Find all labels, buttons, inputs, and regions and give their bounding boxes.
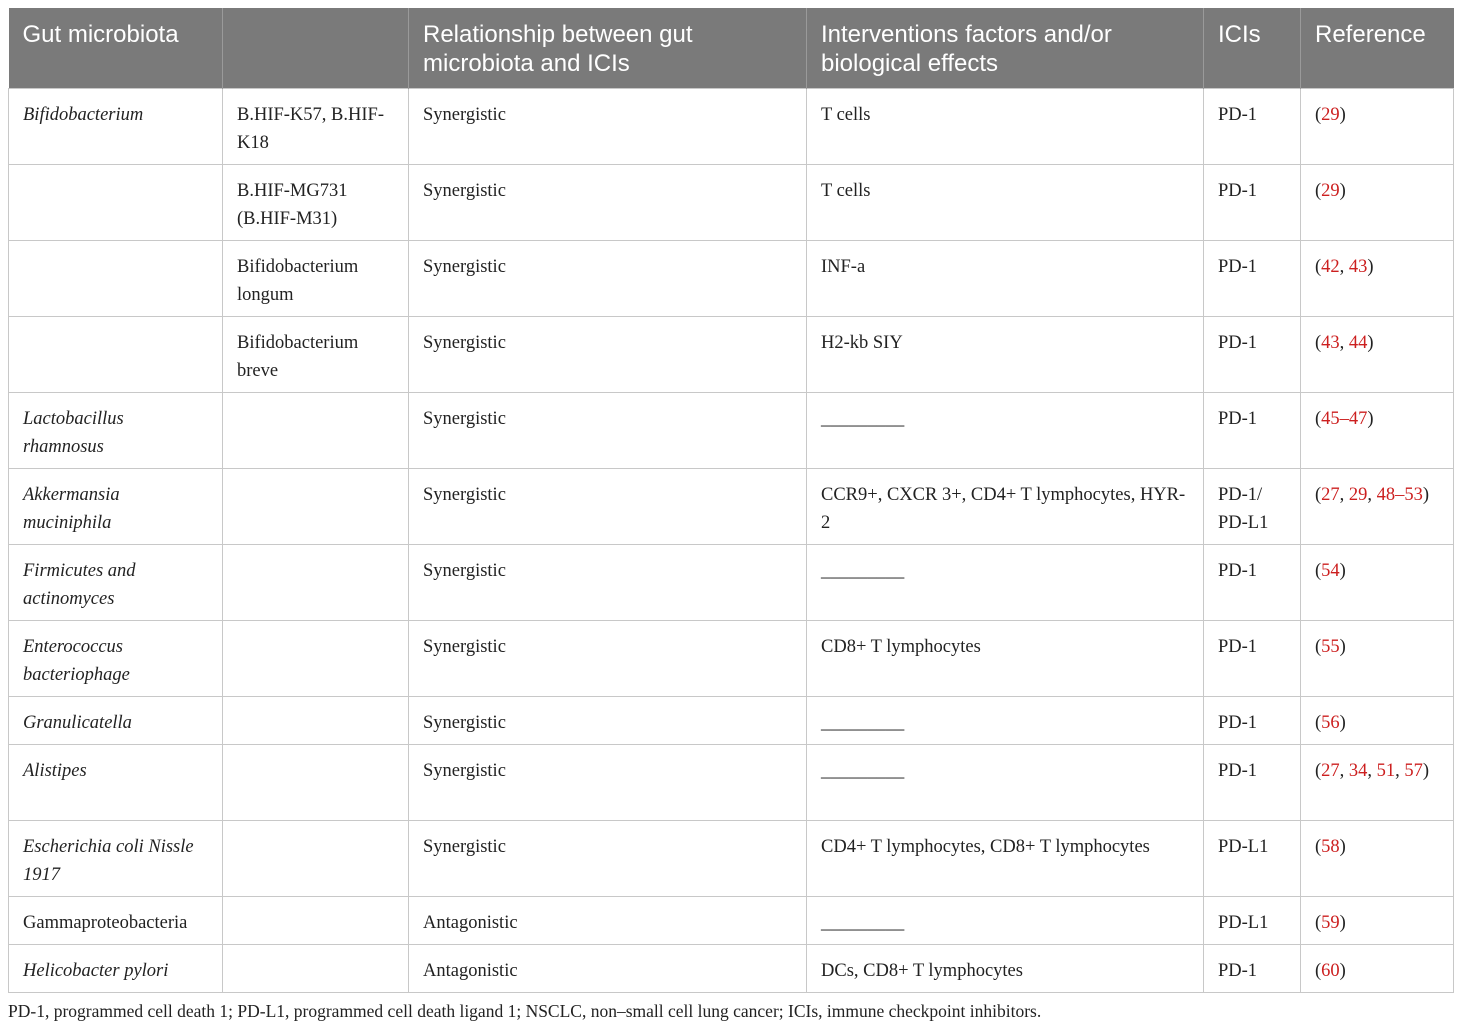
ref-open-paren: ( [1315,180,1322,201]
reference-link[interactable]: 45–47 [1321,408,1368,429]
cell-microbiota: Enterococcus bacteriophage [9,620,223,696]
cell-strain [223,544,409,620]
reference-link[interactable]: 43 [1348,256,1368,277]
cell-strain [223,392,409,468]
table-footnote: PD-1, programmed cell death 1; PD-L1, programmed cell death ligand 1; NSCLC, non–small cell lung cancer; ICIs, immune checkpoint inhibitors. [8,1001,1042,1021]
ref-open-paren: ( [1315,332,1322,353]
cell-microbiota: Firmicutes and actinomyces [9,544,223,620]
reference-link[interactable]: 27 [1321,760,1340,781]
cell-icis: PD-L1 [1204,820,1301,896]
cell-strain [223,744,409,820]
cell-relationship: Synergistic [409,240,807,316]
table-row [9,240,1454,316]
cell-effects: T cells [807,88,1204,164]
ref-close-paren: ) [1339,636,1346,657]
reference-link[interactable]: 34 [1348,760,1368,781]
reference-link[interactable]: 27 [1321,484,1340,505]
cell-reference: (43, 44) [1301,316,1454,392]
cell-strain: Bifidobacterium longum [223,240,409,316]
ref-close-paren: ) [1339,912,1346,933]
table-row [9,88,1454,164]
cell-effects: _________ [807,544,1204,620]
cell-microbiota: Alistipes [9,744,223,820]
cell-reference: (27, 29, 48–53) [1301,468,1454,544]
reference-link[interactable]: 54 [1321,560,1340,581]
reference-link[interactable]: 51 [1376,760,1396,781]
cell-strain [223,696,409,744]
cell-effects: _________ [807,696,1204,744]
ref-open-paren: ( [1315,960,1322,981]
ref-open-paren: ( [1315,912,1322,933]
cell-relationship: Synergistic [409,544,807,620]
header-icis: ICIs [1204,8,1301,88]
cell-strain [223,468,409,544]
cell-effects: CD8+ T lymphocytes [807,620,1204,696]
cell-reference [1301,88,1454,164]
cell-relationship: Synergistic [409,820,807,896]
ref-open-paren: ( [1315,408,1322,429]
cell-microbiota [9,240,223,316]
cell-reference [1301,820,1454,896]
cell-strain [223,620,409,696]
cell-relationship: Synergistic [409,316,807,392]
reference-link[interactable]: 58 [1321,836,1340,857]
cell-icis: PD-1 [1204,620,1301,696]
cell-reference [1301,696,1454,744]
cell-microbiota: Bifidobacterium [9,88,223,164]
ref-close-paren: ) [1339,836,1346,857]
table-row [9,744,1454,820]
cell-relationship: Synergistic [409,744,807,820]
cell-effects: INF-a [807,240,1204,316]
reference-link[interactable]: 44 [1348,332,1368,353]
table-row [9,820,1454,896]
cell-effects: DCs, CD8+ T lymphocytes [807,944,1204,992]
cell-strain: B.HIF-K57, B.HIF-K18 [223,88,409,164]
cell-relationship: Synergistic [409,164,807,240]
cell-reference: (42, 43) [1301,240,1454,316]
cell-effects: _________ [807,744,1204,820]
cell-relationship: Synergistic [409,696,807,744]
cell-relationship: Antagonistic [409,944,807,992]
cell-microbiota: Escherichia coli Nissle 1917 [9,820,223,896]
table-row [9,468,1454,544]
cell-strain [223,896,409,944]
ref-open-paren: ( [1315,636,1322,657]
cell-microbiota: Helicobacter pylori [9,944,223,992]
reference-link[interactable]: 43 [1321,332,1340,353]
cell-reference [1301,896,1454,944]
ref-open-paren: ( [1315,836,1322,857]
cell-microbiota: Gammaproteobacteria [9,896,223,944]
ref-open-paren: ( [1315,104,1322,125]
cell-reference [1301,620,1454,696]
cell-effects: CD4+ T lymphocytes, CD8+ T lymphocytes [807,820,1204,896]
ref-close-paren: ) [1367,256,1374,277]
table-row [9,944,1454,992]
reference-link[interactable]: 57 [1404,760,1423,781]
ref-close-paren: ) [1339,960,1346,981]
ref-close-paren: ) [1339,560,1346,581]
table-row [9,896,1454,944]
reference-link[interactable]: 29 [1348,484,1368,505]
header-row [9,8,1454,88]
cell-effects: _________ [807,896,1204,944]
cell-reference [1301,164,1454,240]
reference-link[interactable]: 48–53 [1376,484,1423,505]
header-reference: Reference [1301,8,1454,88]
microbiota-ici-table [8,8,1454,993]
table-row [9,620,1454,696]
cell-reference [1301,544,1454,620]
cell-strain [223,944,409,992]
cell-microbiota [9,164,223,240]
ref-close-paren: ) [1367,332,1374,353]
cell-microbiota: Granulicatella [9,696,223,744]
reference-link[interactable]: 29 [1321,180,1340,201]
ref-close-paren: ) [1367,408,1374,429]
cell-reference: (27, 34, 51, 57) [1301,744,1454,820]
cell-relationship: Synergistic [409,88,807,164]
header-strain [223,8,409,88]
ref-close-paren: ) [1339,104,1346,125]
ref-open-paren: ( [1315,560,1322,581]
cell-microbiota: Akkermansia muciniphila [9,468,223,544]
cell-icis: PD-1 [1204,316,1301,392]
cell-effects: CCR9+, CXCR 3+, CD4+ T lymphocytes, HYR-2 [807,468,1204,544]
cell-relationship: Synergistic [409,392,807,468]
cell-effects: _________ [807,392,1204,468]
cell-microbiota: Lactobacillus rhamnosus [9,392,223,468]
cell-relationship: Synergistic [409,620,807,696]
table-row [9,392,1454,468]
ref-close-paren: ) [1422,484,1430,505]
cell-icis: PD-1 [1204,88,1301,164]
reference-link[interactable]: 42 [1321,256,1340,277]
ref-open-paren: ( [1315,712,1322,733]
cell-relationship: Antagonistic [409,896,807,944]
ref-open-paren: ( [1315,484,1322,505]
ref-close-paren: ) [1422,760,1430,781]
table-row [9,316,1454,392]
cell-effects: T cells [807,164,1204,240]
cell-microbiota [9,316,223,392]
cell-icis: PD-1 [1204,744,1301,820]
cell-icis: PD-1 [1204,544,1301,620]
reference-link[interactable]: 60 [1321,960,1340,981]
cell-strain: Bifidobacterium breve [223,316,409,392]
cell-reference [1301,944,1454,992]
header-relationship: Relationship between gut microbiota and ICIs [409,8,807,88]
cell-strain: B.HIF-MG731 (B.HIF-M31) [223,164,409,240]
table-row [9,696,1454,744]
cell-reference [1301,392,1454,468]
cell-relationship: Synergistic [409,468,807,544]
ref-close-paren: ) [1339,180,1346,201]
cell-strain [223,820,409,896]
ref-open-paren: ( [1315,760,1322,781]
reference-link[interactable]: 59 [1321,912,1340,933]
table-row [9,544,1454,620]
cell-icis: PD-1/ PD-L1 [1204,468,1301,544]
cell-icis: PD-1 [1204,696,1301,744]
cell-icis: PD-1 [1204,240,1301,316]
cell-icis: PD-1 [1204,392,1301,468]
reference-link[interactable]: 55 [1321,636,1340,657]
header-interventions: Interventions factors and/or biological effects [807,8,1204,88]
cell-icis: PD-1 [1204,164,1301,240]
ref-close-paren: ) [1339,712,1346,733]
cell-icis: PD-1 [1204,944,1301,992]
ref-open-paren: ( [1315,256,1322,277]
cell-icis: PD-L1 [1204,896,1301,944]
cell-effects: H2-kb SIY [807,316,1204,392]
reference-link[interactable]: 56 [1321,712,1340,733]
reference-link[interactable]: 29 [1321,104,1340,125]
header-gut-microbiota: Gut microbiota [9,8,223,88]
table-row [9,164,1454,240]
